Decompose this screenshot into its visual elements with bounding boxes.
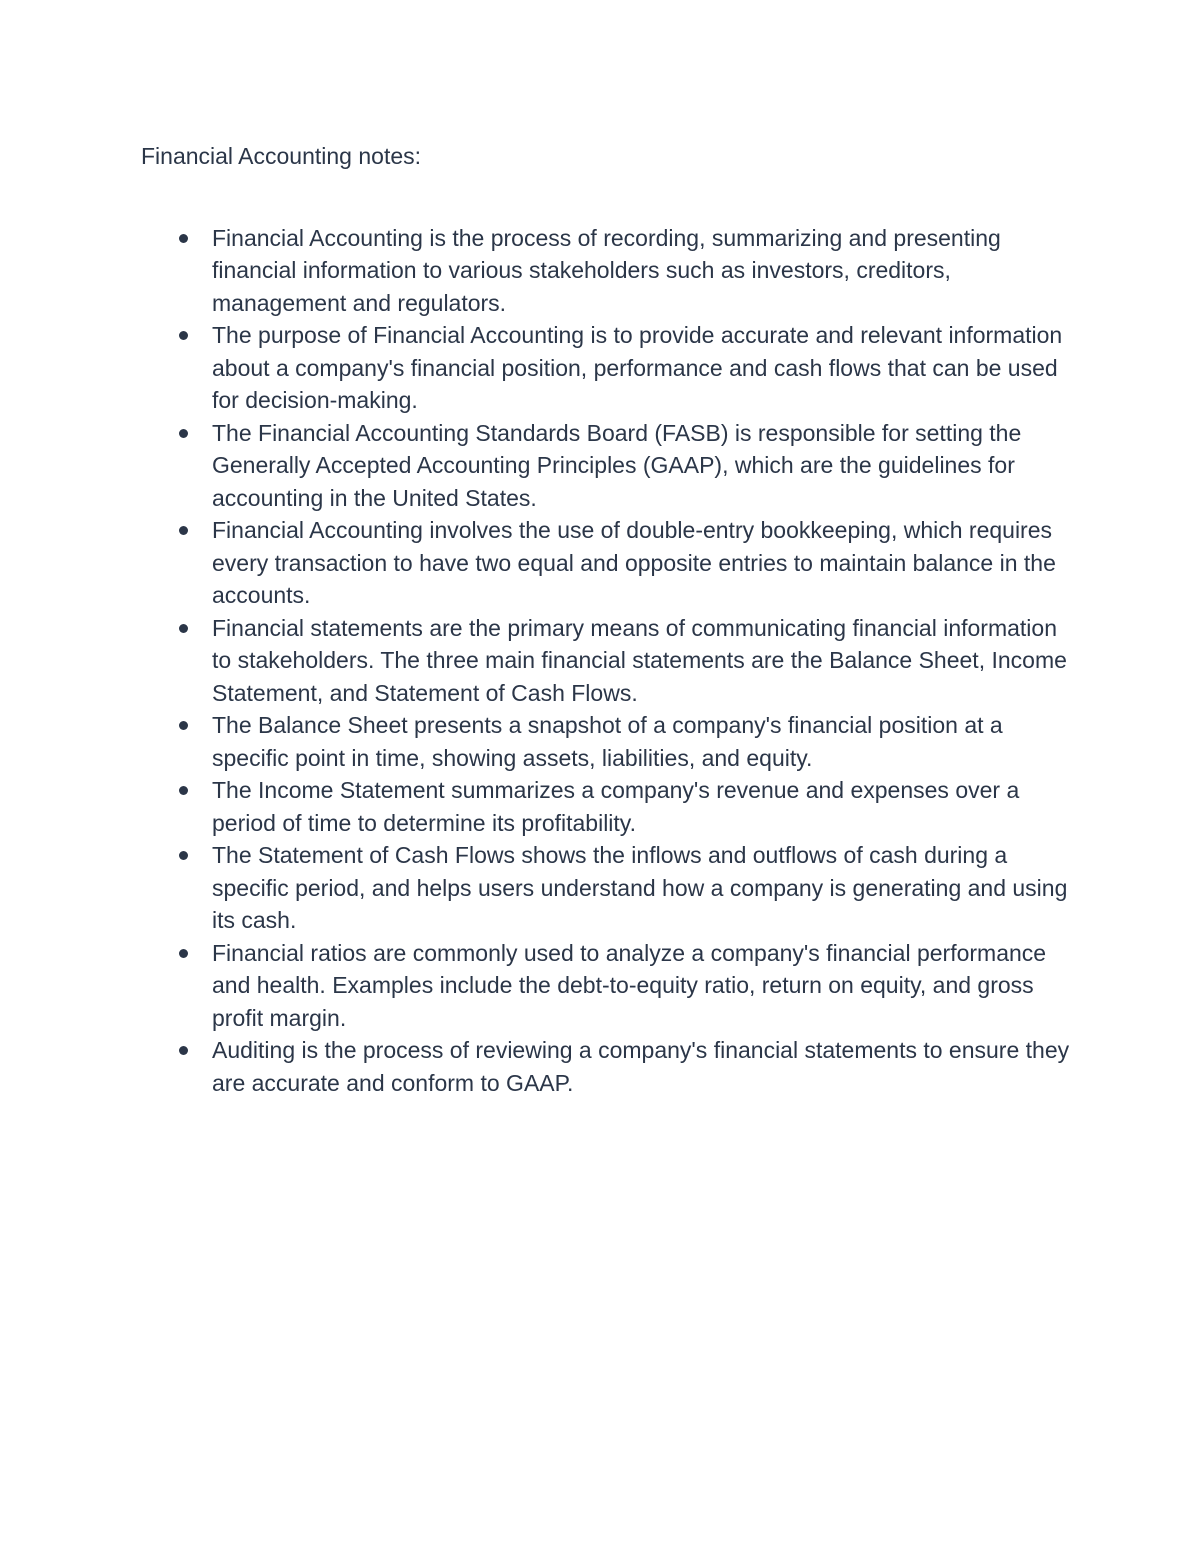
bullet-text: The Balance Sheet presents a snapshot of a company's financial position at a specific point in time, showing assets, liabilities, and equity. xyxy=(212,712,1003,771)
bullet-text: The Statement of Cash Flows shows the inflows and outflows of cash during a specific period, and helps users understand how a company is generating and using its cash. xyxy=(212,842,1068,933)
bullet-dot-icon xyxy=(179,234,188,243)
bullet-dot-icon xyxy=(179,331,188,340)
bullet-text: Financial Accounting is the process of recording, summarizing and presenting financial information to various stakeholders such as investors, creditors, management and regulators. xyxy=(212,224,1001,316)
bullet-item xyxy=(212,839,1071,937)
bullet-dot-icon xyxy=(179,429,188,438)
bullet-dot-icon xyxy=(179,851,188,860)
bullet-dot-icon xyxy=(179,786,188,795)
bullet-item xyxy=(212,319,1071,417)
bullet-list xyxy=(141,222,1071,1100)
bullet-dot-icon xyxy=(179,624,188,633)
bullet-text: Financial Accounting involves the use of double-entry bookkeeping, which requires every transaction to have two equal and opposite entries to maintain balance in the accounts. xyxy=(212,517,1056,608)
bullet-dot-icon xyxy=(179,1046,188,1055)
bullet-text: Financial ratios are commonly used to analyze a company's financial performance and health. Examples include the debt-to-equity ratio, return on equity, and gross profit margin. xyxy=(212,939,1047,1031)
bullet-item xyxy=(212,514,1071,612)
bullet-dot-icon xyxy=(179,526,188,535)
bullet-item xyxy=(212,1034,1071,1099)
bullet-item xyxy=(212,774,1071,839)
bullet-item xyxy=(212,222,1071,320)
bullet-item xyxy=(212,937,1071,1035)
bullet-item xyxy=(212,417,1071,515)
bullet-dot-icon xyxy=(179,949,188,958)
bullet-item xyxy=(212,612,1071,710)
bullet-text: The Income Statement summarizes a company's revenue and expenses over a period of time to determine its profitability. xyxy=(212,777,1020,836)
bullet-text: Auditing is the process of reviewing a company's financial statements to ensure they are accurate and conform to GAAP. xyxy=(212,1037,1070,1096)
document-body xyxy=(141,140,1071,1099)
bullet-item xyxy=(212,709,1071,774)
bullet-dot-icon xyxy=(179,721,188,730)
bullet-text: Financial statements are the primary means of communicating financial information to stakeholders. The three main financial statements are the Balance Sheet, Income Statement, and Statement of Cash Flows. xyxy=(212,614,1067,706)
bullet-text: The Financial Accounting Standards Board (FASB) is responsible for setting the Generally Accepted Accounting Principles (GAAP), which are the guidelines for accounting in the United States. xyxy=(212,419,1022,511)
document-title: Financial Accounting notes: xyxy=(141,143,422,169)
bullet-text: The purpose of Financial Accounting is to provide accurate and relevant information about a company's financial position, performance and cash flows that can be used for decision-making. xyxy=(212,322,1063,413)
